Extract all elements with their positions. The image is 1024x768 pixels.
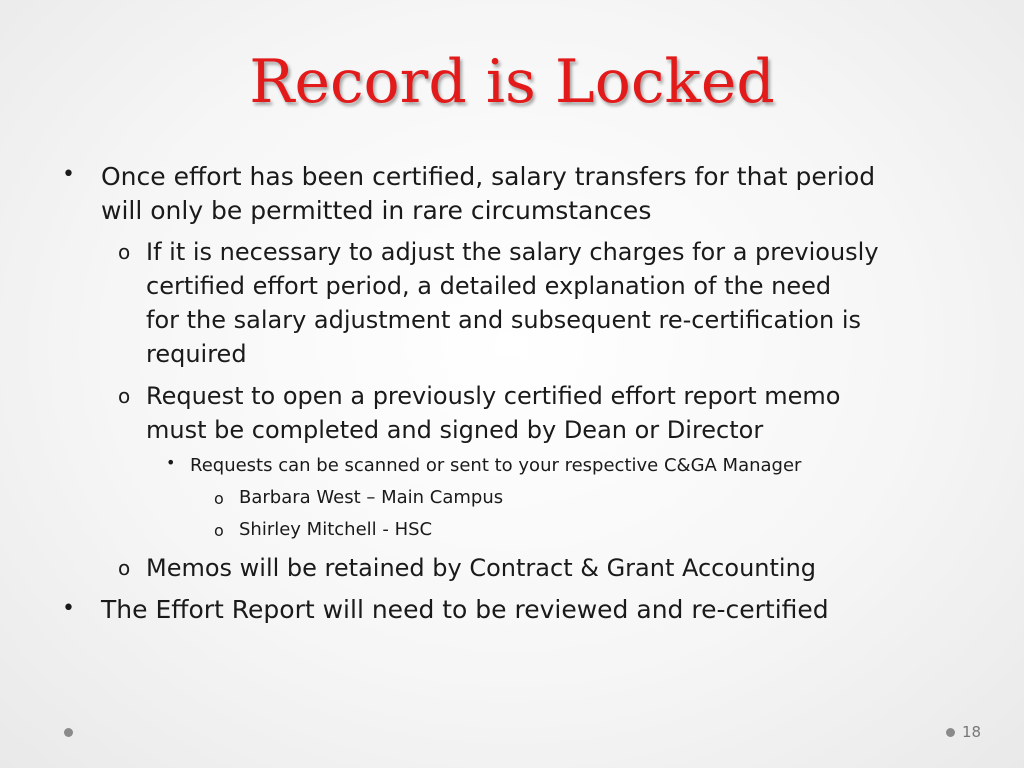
- level4-text: Shirley Mitchell - HSC: [239, 519, 433, 540]
- footer-left-dot: [64, 728, 73, 737]
- level4-text: Barbara West – Main Campus: [239, 487, 504, 508]
- sub-bullet-text: must be completed and signed by Dean or Director: [146, 416, 764, 444]
- sub-bullet-text: Memos will be retained by Contract & Grant Accounting: [146, 554, 817, 582]
- sub-bullet-marker: o: [118, 240, 131, 264]
- bullet-marker: •: [62, 162, 75, 187]
- sub-bullet-text: certified effort period, a detailed explanation of the need: [146, 272, 832, 300]
- bullet-text: The Effort Report will need to be reviewed and re-certified: [101, 595, 829, 624]
- sub-bullet-marker: o: [214, 521, 224, 540]
- sub-bullet-marker: o: [214, 489, 224, 508]
- sub-bullet-text: for the salary adjustment and subsequent re-certification is: [146, 306, 861, 334]
- page-number: 18: [962, 723, 982, 741]
- footer-right-dot: [946, 728, 955, 737]
- sub-bullet-marker: o: [118, 556, 131, 580]
- level3-text: Requests can be scanned or sent to your respective C&GA Manager: [190, 455, 802, 476]
- bullet-text: will only be permitted in rare circumstances: [101, 196, 652, 225]
- bullet-marker: •: [166, 453, 176, 472]
- sub-bullet-marker: o: [118, 384, 131, 408]
- bullet-text: Once effort has been certified, salary transfers for that period: [101, 162, 876, 191]
- sub-bullet-text: required: [146, 340, 247, 368]
- slide-title: Record is Locked: [249, 47, 775, 117]
- sub-bullet-text: Request to open a previously certified effort report memo: [146, 382, 841, 410]
- bullet-marker: •: [62, 596, 75, 621]
- sub-bullet-text: If it is necessary to adjust the salary charges for a previously: [146, 238, 879, 266]
